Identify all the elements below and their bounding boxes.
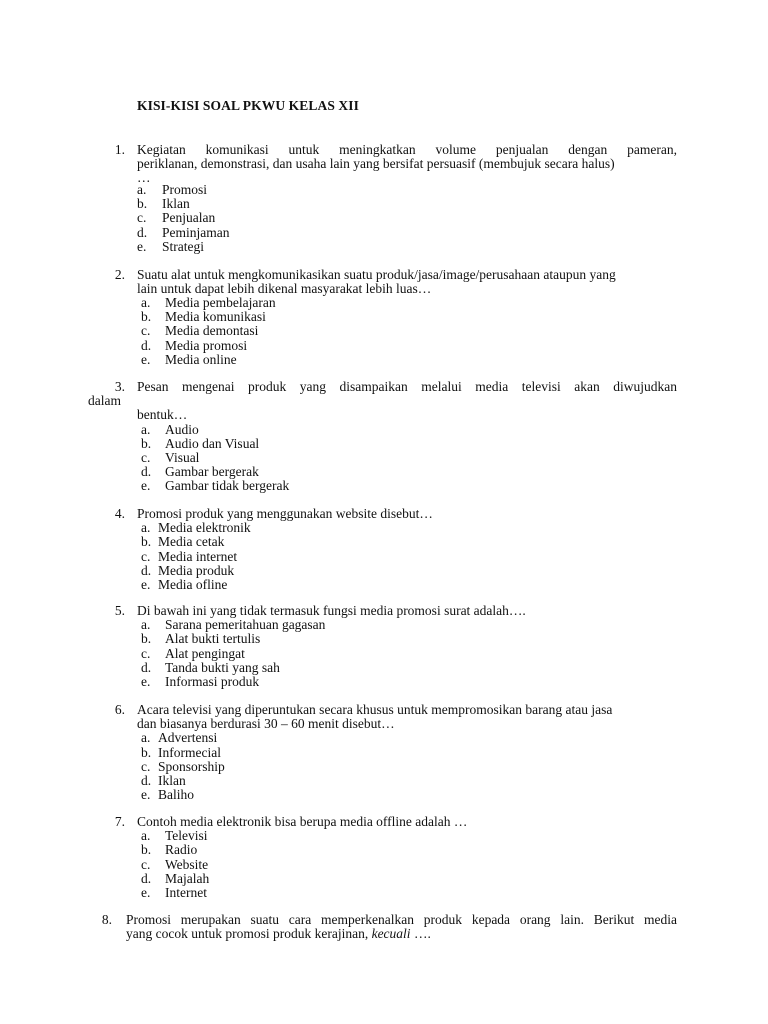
option-letter: a.	[141, 295, 151, 310]
option-text: Gambar tidak bergerak	[165, 478, 290, 494]
option-text: Visual	[165, 449, 200, 465]
stem-emphasis: kecuali	[371, 926, 411, 942]
option-letter: b.	[141, 631, 152, 647]
option-letter: a.	[141, 730, 151, 746]
option-letter: c.	[141, 758, 151, 774]
option-text: Peminjaman	[162, 224, 230, 240]
stem-line: Suatu alat untuk mengkomunikasikan suatu produk/jasa/image/perusahaan ataupun yang	[137, 267, 616, 282]
option-letter: d.	[141, 772, 152, 788]
option-text: Media promosi	[165, 337, 248, 353]
option-letter: d.	[141, 659, 152, 675]
option-letter: e.	[141, 351, 151, 367]
option-text: Alat pengingat	[165, 645, 245, 661]
option-text: Media internet	[158, 548, 238, 564]
option-letter: a.	[141, 421, 151, 437]
option-text: Strategi	[162, 238, 204, 254]
option-letter: b.	[141, 309, 152, 325]
question-number: 6.	[114, 702, 125, 717]
option-letter: b.	[137, 196, 148, 212]
option-letter: b.	[141, 435, 152, 451]
question-number: 5.	[114, 603, 125, 618]
stem-line-wrap: dalam	[88, 393, 121, 409]
option-letter: e.	[141, 478, 151, 494]
option-text: Internet	[165, 884, 207, 900]
option-letter: a.	[141, 617, 151, 633]
question-number: 3.	[114, 379, 125, 394]
question-stem	[137, 268, 677, 296]
option-letter: e.	[141, 884, 151, 900]
stem-line: Pesan mengenai produk yang disampaikan melalui media televisi akan diwujudkan	[137, 379, 677, 394]
option-text: Radio	[165, 842, 198, 858]
stem-line: periklanan, demonstrasi, dan usaha lain yang bersifat persuasif (membujuk secara halus)	[137, 156, 615, 172]
option-text: Majalah	[165, 870, 210, 886]
stem-line: Acara televisi yang diperuntukan secara khusus untuk mempromosikan barang atau jasa	[137, 702, 613, 717]
option-text: Tanda bukti yang sah	[165, 659, 280, 675]
stem-line: Promosi produk yang menggunakan website disebut…	[137, 506, 433, 521]
option-text: Media produk	[158, 562, 235, 578]
option-letter: d.	[141, 464, 152, 480]
option-text: Media komunikasi	[165, 309, 266, 325]
option-text: Sarana pemeritahuan gagasan	[165, 617, 326, 633]
option-text: Audio dan Visual	[165, 435, 260, 451]
option-letter: c.	[141, 449, 151, 465]
option-letter: c.	[141, 548, 151, 564]
option-letter: c.	[137, 210, 147, 226]
stem-line: Kegiatan komunikasi untuk meningkatkan volume penjualan dengan pameran,	[137, 142, 677, 157]
stem-tail: ….	[410, 926, 431, 942]
stem-line: dan biasanya berdurasi 30 – 60 menit disebut…	[137, 716, 395, 732]
option-letter: d.	[141, 870, 152, 886]
option-text: Media demontasi	[165, 323, 259, 339]
stem-line	[126, 927, 677, 941]
option-text: Televisi	[165, 828, 208, 844]
question-stem	[126, 913, 677, 941]
option-text: Media cetak	[158, 534, 225, 550]
stem-line: bentuk…	[137, 407, 188, 423]
option-letter: b.	[141, 744, 152, 760]
question-stem	[137, 143, 677, 186]
option-text: Media ofline	[158, 576, 228, 592]
question-stem	[137, 815, 677, 829]
question-number: 1.	[114, 142, 125, 157]
option-letter: e.	[141, 673, 151, 689]
question-number: 4.	[114, 506, 125, 521]
question-stem	[137, 380, 677, 394]
option-text: Baliho	[158, 787, 194, 803]
question-stem	[137, 507, 677, 521]
option-text: Gambar bergerak	[165, 464, 259, 480]
option-text: Sponsorship	[158, 758, 225, 774]
question-number: 8.	[101, 912, 112, 927]
option-letter: a.	[141, 828, 151, 844]
option-text: Informecial	[158, 744, 221, 760]
question-stem	[137, 604, 677, 618]
option-letter: e.	[137, 238, 147, 254]
option-text: Iklan	[162, 196, 190, 212]
option-letter: b.	[141, 842, 152, 858]
option-text: Website	[165, 856, 209, 872]
option-letter: e.	[141, 576, 151, 592]
option-letter: a.	[141, 520, 151, 536]
option-letter: d.	[141, 337, 152, 353]
option-text: Media pembelajaran	[165, 295, 276, 310]
option-text: Promosi	[162, 182, 208, 197]
document-title: KISI-KISI SOAL PKWU KELAS XII	[137, 98, 359, 113]
option-letter: b.	[141, 534, 152, 550]
stem-line: …	[137, 170, 151, 186]
option-text: Penjualan	[162, 210, 216, 226]
option-text: Advertensi	[158, 730, 218, 746]
option-text: Alat bukti tertulis	[165, 631, 261, 647]
option-text: Media elektronik	[158, 520, 251, 536]
stem-line: lain untuk dapat lebih dikenal masyarakat lebih luas…	[137, 281, 432, 297]
option-letter: d.	[141, 562, 152, 578]
option-letter: c.	[141, 323, 151, 339]
stem-line: Contoh media elektronik bisa berupa media offline adalah …	[137, 814, 468, 829]
question-number: 2.	[114, 267, 125, 282]
option-letter: d.	[137, 224, 148, 240]
question-stem	[137, 703, 677, 731]
stem-line: Di bawah ini yang tidak termasuk fungsi media promosi surat adalah….	[137, 603, 526, 618]
option-text: Iklan	[158, 772, 186, 788]
stem-line: Promosi merupakan suatu cara memperkenalkan produk kepada orang lain. Berikut media	[126, 912, 677, 927]
option-text: Media online	[165, 351, 237, 367]
option-text: Informasi produk	[165, 673, 260, 689]
option-letter: c.	[141, 856, 151, 872]
option-letter: e.	[141, 787, 151, 803]
option-letter: a.	[137, 182, 147, 197]
option-text: Audio	[165, 421, 199, 437]
stem-text: yang cocok untuk promosi produk kerajinan,	[126, 926, 372, 942]
option-letter: c.	[141, 645, 151, 661]
question-number: 7.	[114, 814, 125, 829]
